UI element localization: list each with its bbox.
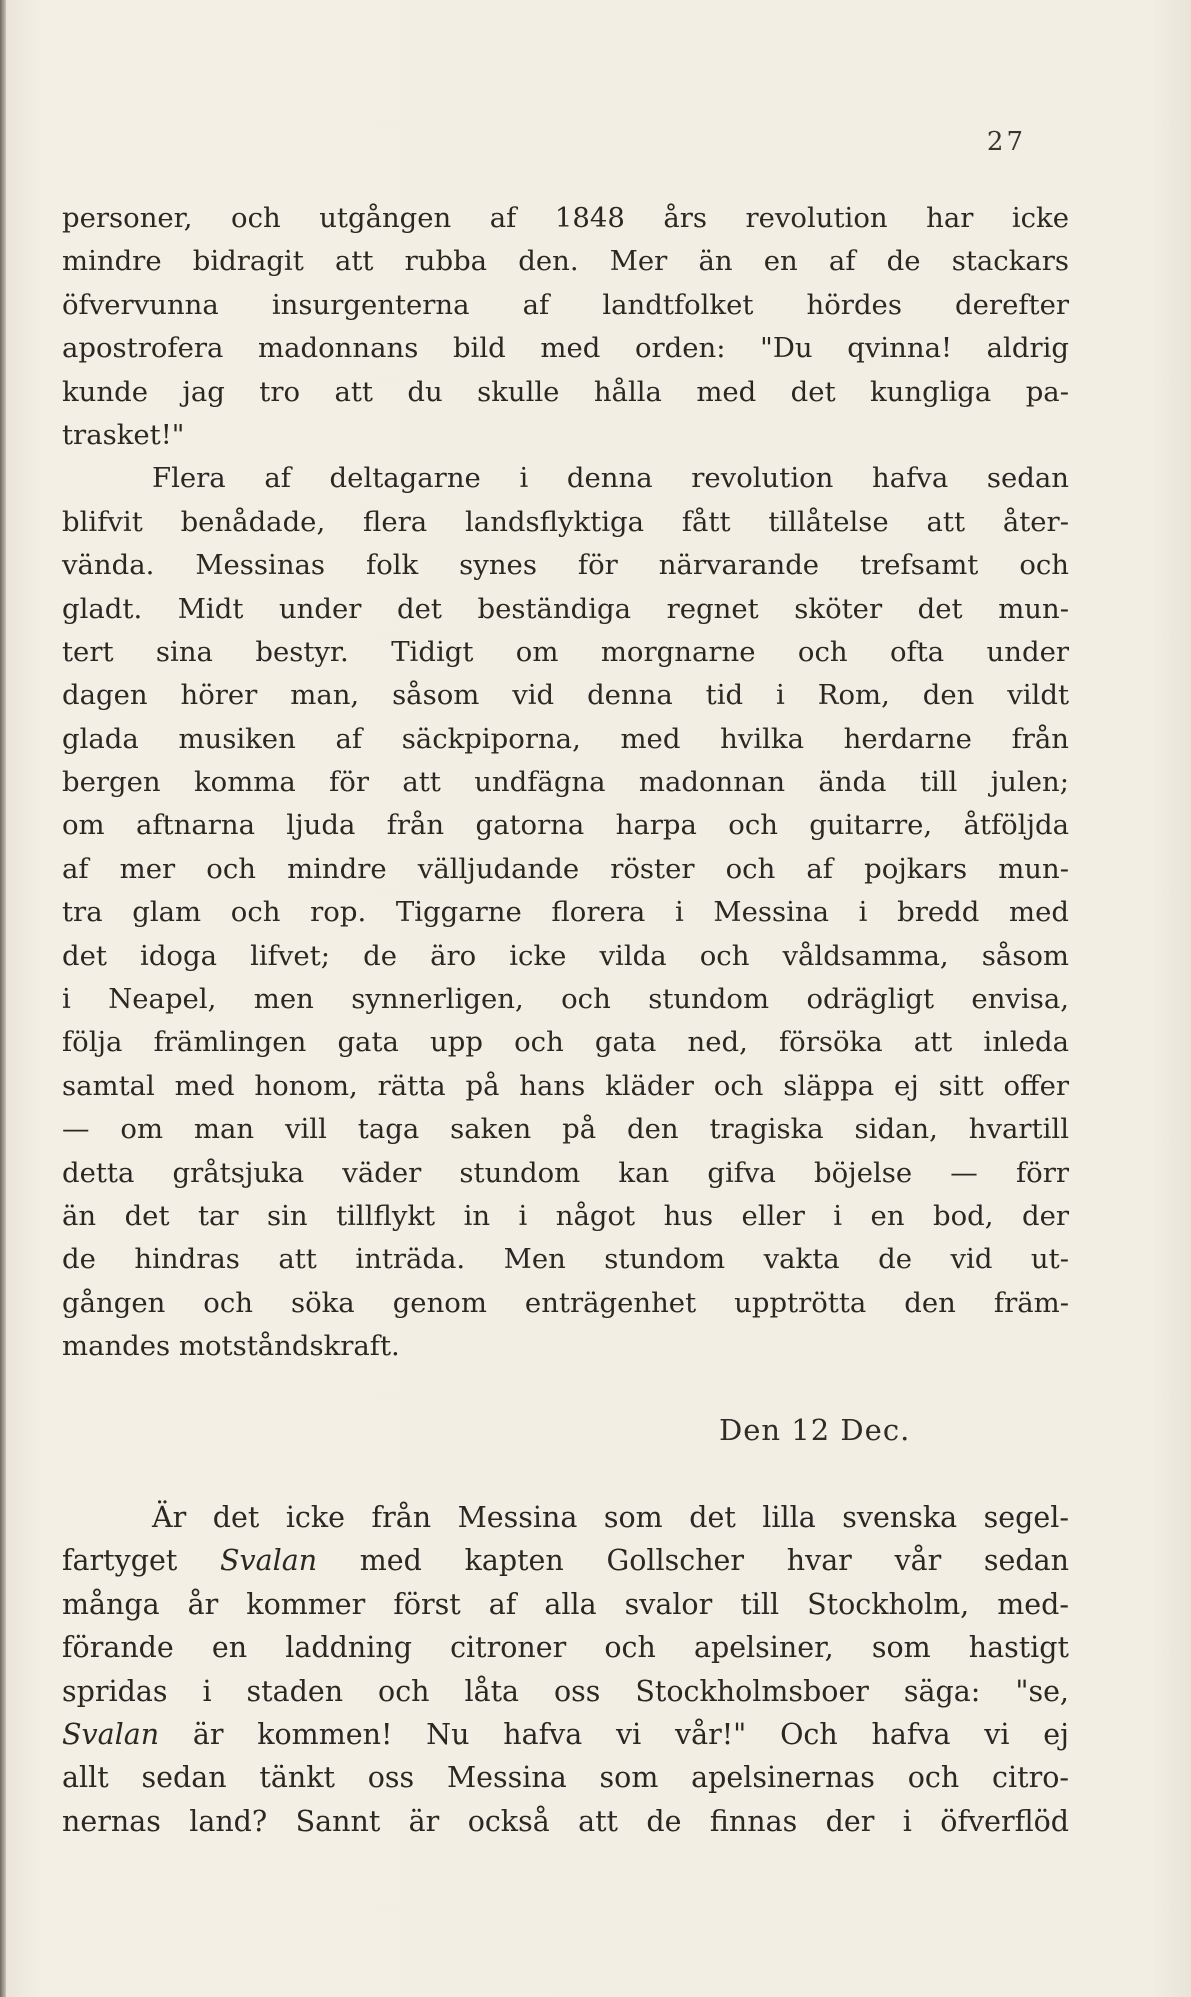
text-line: gången och söka genom enträgenhet upptrötta den främ- xyxy=(62,1286,1069,1319)
text-line-paragraph-start: Flera af deltagarne i denna revolution hafva sedan xyxy=(152,462,1069,495)
body-text-section-2 xyxy=(62,1496,1069,1843)
text-line: glada musiken af säckpiporna, med hvilka herdarne från xyxy=(62,722,1069,755)
text-line: många år kommer först af alla svalor till Stockholm, med- xyxy=(62,1587,1069,1621)
text-line: kunde jag tro att du skulle hålla med det kungliga pa- xyxy=(62,375,1069,408)
text-line: mindre bidragit att rubba den. Mer än en af de stackars xyxy=(62,245,1069,278)
text-line: förande en laddning citroner och apelsiner, som hastigt xyxy=(62,1631,1069,1665)
text-line: af mer och mindre välljudande röster och af pojkars mun- xyxy=(62,852,1069,885)
text-line: mandes motståndskraft. xyxy=(62,1330,400,1363)
text-line: fartyget Svalan med kapten Gollscher hvar vår sedan xyxy=(62,1544,1069,1578)
text-line: bergen komma för att undfägna madonnan ända till julen; xyxy=(62,766,1069,799)
text-line: än det tar sin tillflykt in i något hus eller i en bod, der xyxy=(62,1199,1069,1232)
text-line: samtal med honom, rätta på hans kläder och släppa ej sitt offer xyxy=(62,1069,1069,1102)
text-line: vända. Messinas folk synes för närvarande trefsamt och xyxy=(62,549,1069,582)
text-line: — om man vill taga saken på den tragiska sidan, hvartill xyxy=(62,1113,1069,1146)
page-number: 27 xyxy=(986,127,1026,157)
italic-ship-name: Svalan xyxy=(62,1717,160,1751)
text-line: blifvit benådade, flera landsflyktiga fått tillåtelse att åter- xyxy=(62,505,1069,538)
text-line: nernas land? Sannt är också att de finnas der i öfverflöd xyxy=(62,1804,1069,1838)
text-line: de hindras att inträda. Men stundom vakta de vid ut- xyxy=(62,1243,1069,1276)
text-line: det idoga lifvet; de äro icke vilda och våldsamma, såsom xyxy=(62,939,1069,972)
text-line: Svalan är kommen! Nu hafva vi vår!" Och hafva vi ej xyxy=(62,1717,1069,1751)
text-line: personer, och utgången af 1848 års revolution har icke xyxy=(62,202,1069,234)
text-line: tra glam och rop. Tiggarne florera i Messina i bredd med xyxy=(62,896,1069,929)
text-line: allt sedan tänkt oss Messina som apelsinernas och citro- xyxy=(62,1761,1069,1795)
italic-ship-name: Svalan xyxy=(219,1544,318,1578)
text-line: dagen hörer man, såsom vid denna tid i Rom, den vildt xyxy=(62,679,1069,712)
text-line: spridas i staden och låta oss Stockholmsboer säga: "se, xyxy=(62,1674,1069,1708)
date-heading: Den 12 Dec. xyxy=(719,1413,911,1447)
text-line: om aftnarna ljuda från gatorna harpa och guitarre, åtföljda xyxy=(62,809,1069,842)
text-line: detta gråtsjuka väder stundom kan gifva böjelse — förr xyxy=(62,1156,1069,1189)
text-line-paragraph-start: Är det icke från Messina som det lilla svenska segel- xyxy=(152,1501,1069,1534)
text-line: öfvervunna insurgenterna af landtfolket hördes derefter xyxy=(62,288,1069,321)
body-text-section-1 xyxy=(62,197,1069,1369)
text-line: gladt. Midt under det beständiga regnet sköter det mun- xyxy=(62,592,1069,625)
text-line: i Neapel, men synnerligen, och stundom odrägligt envisa, xyxy=(62,983,1069,1016)
page-binding-edge xyxy=(0,0,6,1997)
text-line: trasket!" xyxy=(62,418,185,451)
text-line: följa främlingen gata upp och gata ned, försöka att inleda xyxy=(62,1026,1069,1059)
text-line: apostrofera madonnans bild med orden: "Du qvinna! aldrig xyxy=(62,332,1069,365)
text-line: tert sina bestyr. Tidigt om morgnarne och ofta under xyxy=(62,635,1069,668)
